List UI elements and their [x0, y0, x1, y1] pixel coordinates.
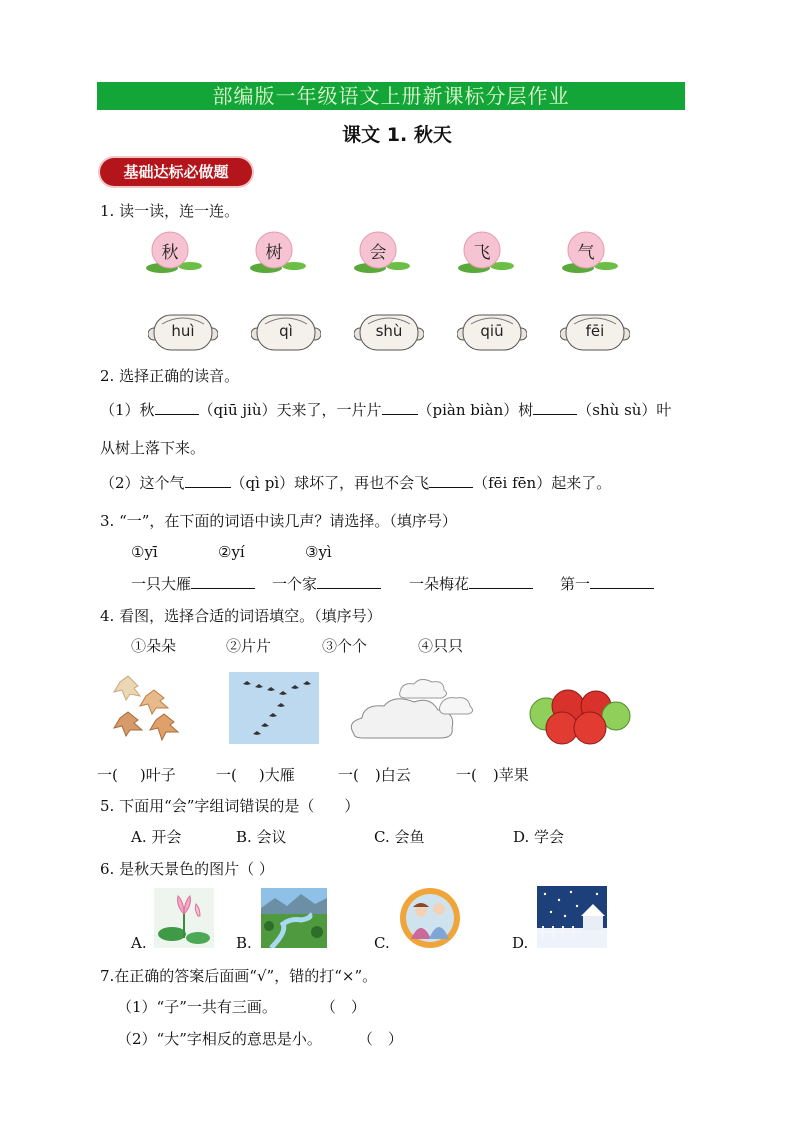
- q6-label-a[interactable]: A.: [131, 934, 147, 952]
- q2-text: （piàn biàn）树: [417, 401, 534, 419]
- q2-line-2: [100, 472, 611, 493]
- q3-item-text: 一个家: [272, 575, 318, 593]
- q4-item-post: )白云: [374, 766, 411, 784]
- q2-line-1-cont: 从树上落下来。: [100, 439, 206, 457]
- q4-item: [338, 764, 411, 785]
- clouds-picture: [344, 676, 476, 748]
- lesson-title: 课文 1. 秋天: [342, 124, 452, 146]
- lotus-icon: [154, 888, 214, 948]
- pinyin-label: huì: [171, 322, 195, 340]
- q3-item-text: 一只大雁: [131, 575, 192, 593]
- q4-item: [97, 764, 176, 785]
- autumn-leaves-icon: [108, 668, 188, 744]
- q5-stem: 5. 下面用“会”字组词错误的是（ ）: [100, 797, 360, 815]
- peach-card[interactable]: [250, 228, 312, 276]
- apples-icon: [528, 684, 632, 746]
- peach-card[interactable]: [562, 228, 624, 276]
- pinyin-label: qì: [279, 322, 293, 340]
- q6-stem: 6. 是秋天景色的图片（ ）: [100, 860, 274, 878]
- peach-character: 树: [265, 243, 283, 263]
- answer-blank[interactable]: [382, 399, 418, 415]
- q2-text: （fēi fēn）起来了。: [473, 474, 612, 492]
- river-landscape-icon: [261, 888, 327, 948]
- q6-label-c[interactable]: C.: [374, 934, 390, 952]
- q4-option: ④只只: [418, 637, 464, 655]
- lotus-picture[interactable]: [154, 888, 214, 952]
- answer-paren[interactable]: （ ）: [320, 998, 366, 1016]
- geese-icon: [229, 672, 319, 744]
- q5-option-c[interactable]: C. 会鱼: [374, 828, 425, 846]
- q7-stem: 7.在正确的答案后面画“√”，错的打“×”。: [100, 967, 378, 985]
- peach-card[interactable]: [146, 228, 208, 276]
- answer-blank[interactable]: [533, 399, 577, 415]
- q4-item-pre: 一(: [216, 766, 237, 784]
- peach-character: 气: [577, 243, 595, 263]
- q3-item-text: 一朵梅花: [409, 575, 470, 593]
- q2-line-1: [100, 399, 671, 420]
- peach-character: 秋: [161, 243, 179, 263]
- children-picture[interactable]: [397, 887, 463, 953]
- q4-option: ③个个: [322, 637, 368, 655]
- apples-picture: [528, 684, 632, 750]
- q4-item-pre: 一(: [338, 766, 359, 784]
- peach-character: 会: [369, 243, 387, 263]
- q6-label-d[interactable]: D.: [512, 934, 529, 952]
- q3-option: ②yí: [218, 543, 245, 561]
- monkey-card[interactable]: [354, 312, 424, 352]
- q5-option-d[interactable]: D. 学会: [513, 828, 565, 846]
- pinyin-label: shù: [375, 322, 403, 340]
- worksheet-banner: 部编版一年级语文上册新课标分层作业: [97, 82, 685, 110]
- leaves-picture: [108, 668, 188, 748]
- answer-paren[interactable]: （ ）: [357, 1030, 403, 1048]
- q7-item-text: （2）“大”字相反的意思是小。: [117, 1030, 322, 1048]
- q6-label-b[interactable]: B.: [236, 934, 252, 952]
- answer-blank[interactable]: [155, 399, 199, 415]
- q4-item-post: )大雁: [258, 766, 295, 784]
- q2-text: （qiū jiù）天来了，一片片: [198, 401, 382, 419]
- cloud-icon: [344, 676, 476, 744]
- children-scene-icon: [397, 887, 463, 949]
- q4-item-post: )苹果: [492, 766, 529, 784]
- q3-item-text: 第一: [560, 575, 591, 593]
- q7-item-text: （1）“子”一共有三画。: [117, 998, 277, 1016]
- river-valley-picture[interactable]: [261, 888, 327, 952]
- q3-stem: 3. “一”，在下面的词语中读几声？请选择。（填序号）: [100, 512, 457, 530]
- q3-option: ①yī: [131, 543, 158, 561]
- q2-text: （qì pì）球坏了，再也不会飞: [230, 474, 430, 492]
- q2-text: （shù sù）叶: [577, 401, 672, 419]
- q4-item: [456, 764, 529, 785]
- pinyin-label: fēi: [585, 322, 605, 340]
- q5-option-a[interactable]: A. 开会: [131, 828, 182, 846]
- q4-item: [216, 764, 295, 785]
- monkey-card[interactable]: [148, 312, 218, 352]
- q3-item: [131, 573, 255, 594]
- q4-item-pre: 一(: [97, 766, 118, 784]
- q4-item-pre: 一(: [456, 766, 477, 784]
- answer-blank[interactable]: [191, 573, 255, 589]
- q4-stem: 4. 看图，选择合适的词语填空。（填序号）: [100, 607, 382, 625]
- q4-option: ①朵朵: [131, 637, 177, 655]
- answer-blank[interactable]: [185, 472, 231, 488]
- monkey-card[interactable]: [251, 312, 321, 352]
- winter-snow-icon: [537, 886, 607, 948]
- answer-blank[interactable]: [317, 573, 381, 589]
- peach-card[interactable]: [354, 228, 416, 276]
- pinyin-label: qiū: [480, 322, 504, 340]
- answer-blank[interactable]: [590, 573, 654, 589]
- section-badge: 基础达标必做题: [100, 158, 252, 186]
- q3-item: [560, 573, 654, 594]
- answer-blank[interactable]: [469, 573, 533, 589]
- q3-item: [409, 573, 533, 594]
- q2-stem: 2. 选择正确的读音。: [100, 367, 240, 385]
- q5-option-b[interactable]: B. 会议: [236, 828, 287, 846]
- q7-item-1: [117, 996, 366, 1017]
- q7-item-2: [117, 1028, 403, 1049]
- monkey-card[interactable]: [560, 312, 630, 352]
- answer-blank[interactable]: [429, 472, 473, 488]
- peach-character: 飞: [473, 243, 491, 263]
- q4-option: ②片片: [226, 637, 272, 655]
- q4-item-post: )叶子: [139, 766, 176, 784]
- q3-item: [272, 573, 381, 594]
- q3-option: ③yì: [305, 543, 332, 561]
- q2-text: （1）秋: [100, 401, 155, 419]
- q2-text: （2）这个气: [100, 474, 185, 492]
- peach-card[interactable]: [458, 228, 520, 276]
- q1-stem: 1. 读一读，连一连。: [100, 202, 240, 220]
- monkey-card[interactable]: [457, 312, 527, 352]
- snow-scene-picture[interactable]: [537, 886, 607, 952]
- geese-picture: [229, 672, 319, 744]
